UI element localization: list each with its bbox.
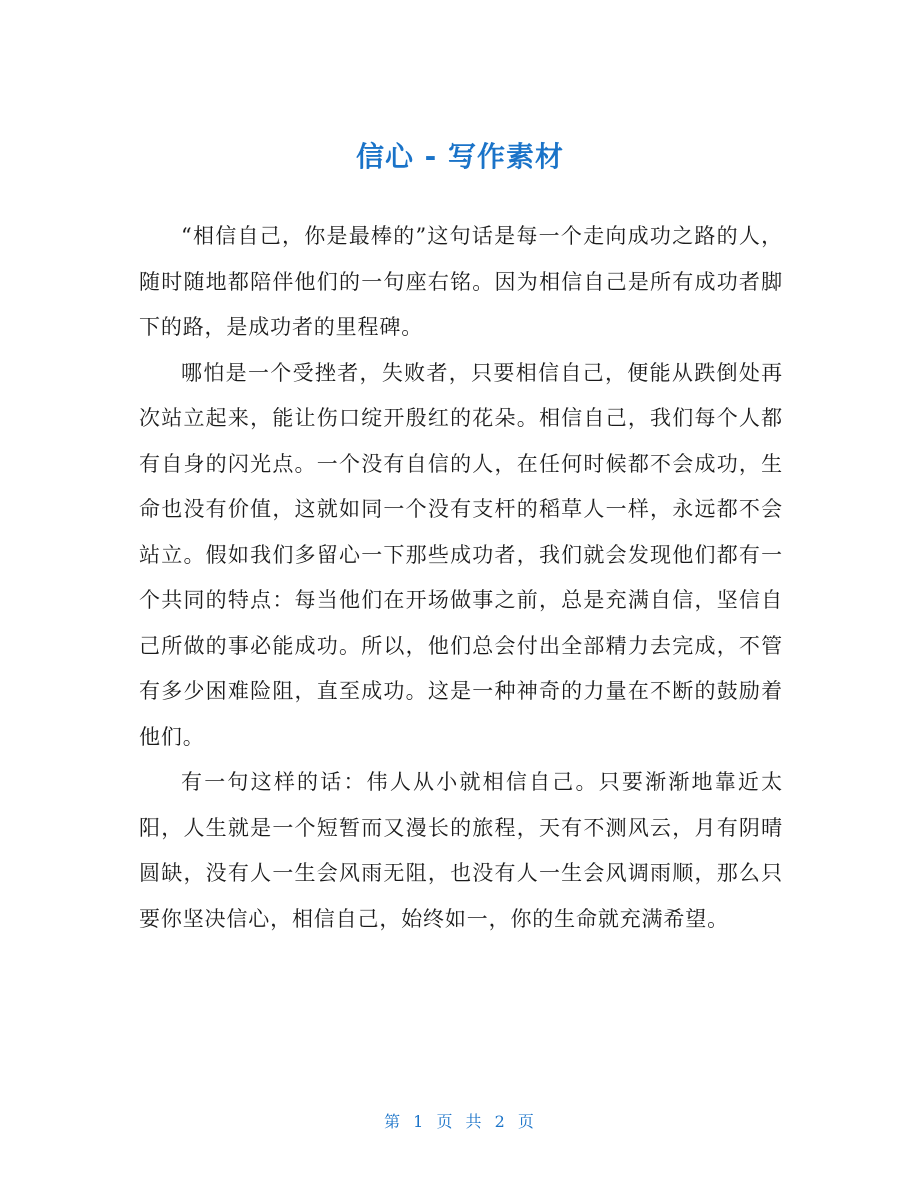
document-body — [139, 214, 783, 942]
document-title: 信心 - 写作素材 — [355, 139, 565, 173]
page-footer: 第 1 页 共 2 页 — [384, 1112, 536, 1131]
paragraph-2: 哪怕是一个受挫者，失败者，只要相信自己，便能从跌倒处再次站立起来，能让伤口绽开殷红的花朵。相信自己，我们每个人都有自身的闪光点。一个没有自信的人，在任何时候都不会成功，生命也没有价值，这就如同一个没有支杆的稻草人一样，永远都不会站立。假如我们多留心一下那些成功者，我们就会发现他们都有一个共同的特点：每当他们在开场做事之前，总是充满自信，坚信自己所做的事必能成功。所以，他们总会付出全部精力去完成，不管有多少困难险阻，直至成功。这是一种神奇的力量在不断的鼓励着他们。 — [139, 360, 783, 749]
paragraph-1: “相信自己，你是最棒的”这句话是每一个走向成功之路的人，随时随地都陪伴他们的一句座右铭。因为相信自己是所有成功者脚下的路，是成功者的里程碑。 — [139, 224, 783, 339]
paragraph-3: 有一句这样的话：伟人从小就相信自己。只要渐渐地靠近太阳，人生就是一个短暂而又漫长的旅程，天有不测风云，月有阴晴圆缺，没有人一生会风雨无阻，也没有人一生会风调雨顺，那么只要你坚决信心，相信自己，始终如一，你的生命就充满希望。 — [139, 770, 783, 931]
